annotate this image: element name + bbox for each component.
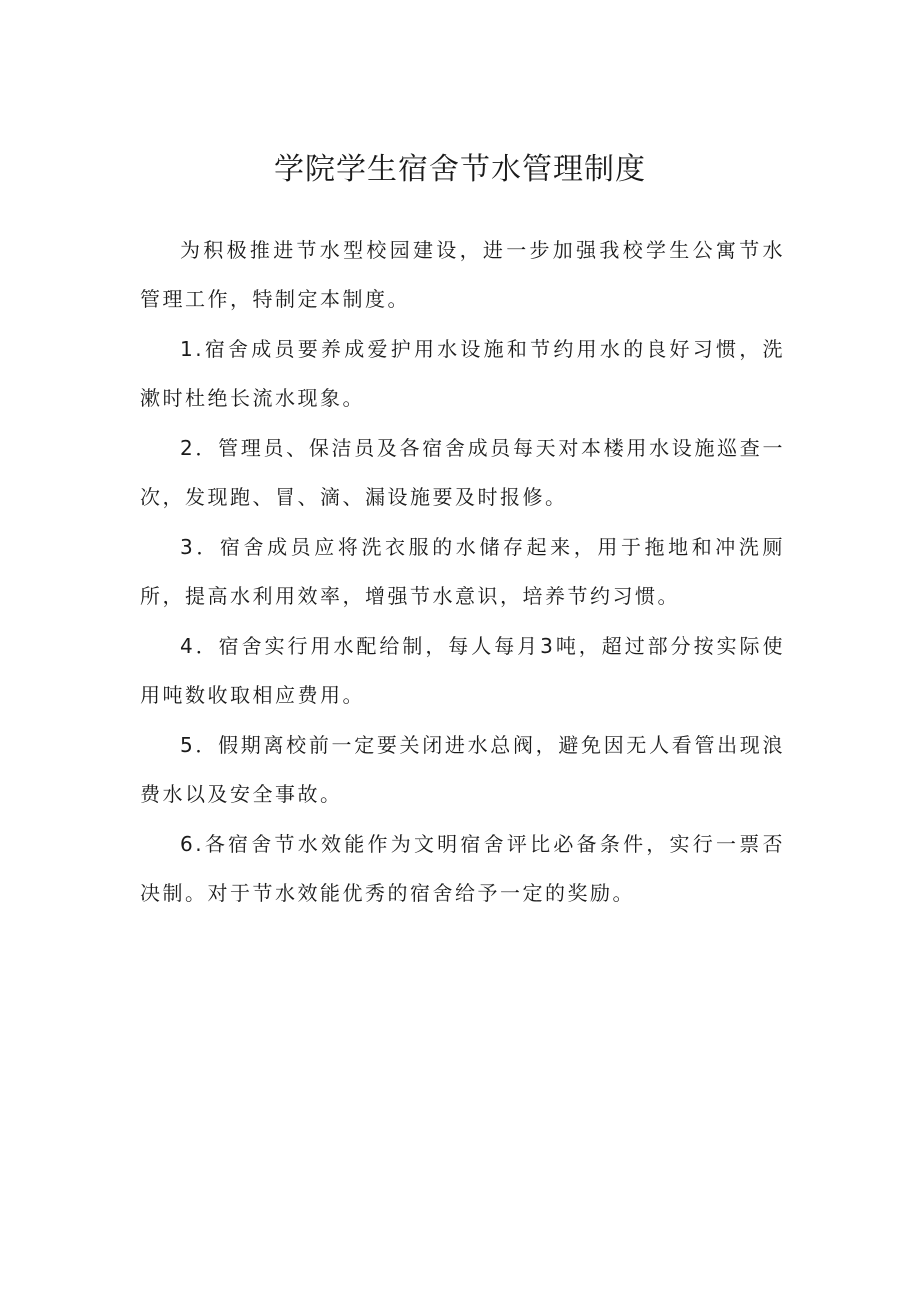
paragraph-rule-2: 2．管理员、保洁员及各宿舍成员每天对本楼用水设施巡查一次，发现跑、冒、滴、漏设施要及时报修。 [140, 436, 785, 509]
document-title: 学院学生宿舍节水管理制度 [274, 152, 646, 187]
paragraph-intro: 为积极推进节水型校园建设，进一步加强我校学生公寓节水管理工作，特制定本制度。 [140, 238, 785, 311]
paragraph-rule-1: 1.宿舍成员要养成爱护用水设施和节约用水的良好习惯，洗漱时杜绝长流水现象。 [140, 337, 785, 410]
paragraph-rule-3: 3．宿舍成员应将洗衣服的水储存起来，用于拖地和冲洗厕所，提高水利用效率，增强节水意识，培养节约习惯。 [140, 535, 785, 608]
paragraph-rule-4: 4．宿舍实行用水配给制，每人每月3吨，超过部分按实际使用吨数收取相应费用。 [140, 634, 785, 707]
document-body [140, 226, 785, 919]
paragraph-rule-6: 6.各宿舍节水效能作为文明宿舍评比必备条件，实行一票否决制。对于节水效能优秀的宿舍给予一定的奖励。 [140, 832, 785, 905]
paragraph-rule-5: 5．假期离校前一定要关闭进水总阀，避免因无人看管出现浪费水以及安全事故。 [140, 733, 785, 806]
